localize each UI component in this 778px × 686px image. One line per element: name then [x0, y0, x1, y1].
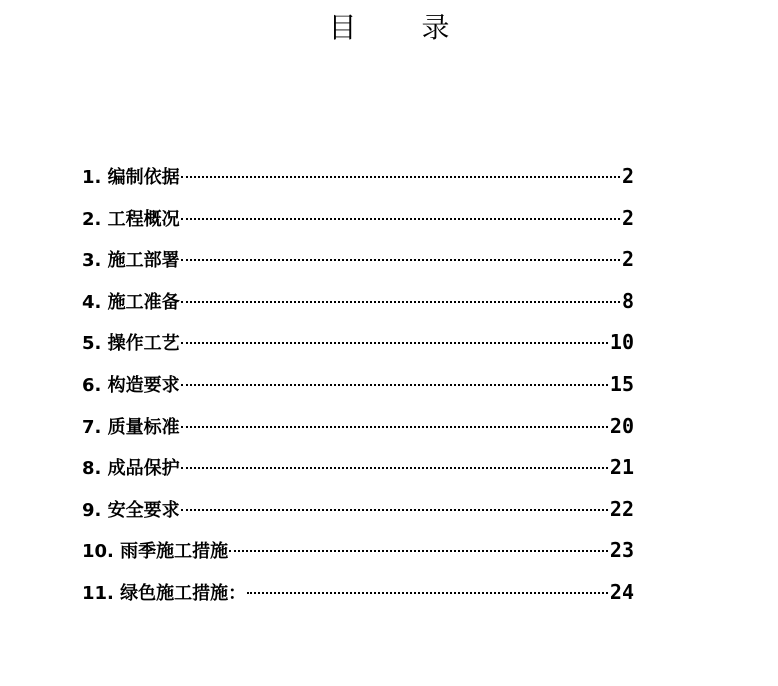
toc-item[interactable] — [82, 534, 634, 576]
toc-item[interactable] — [82, 368, 634, 410]
dot-leader — [181, 218, 620, 220]
toc-item[interactable] — [82, 576, 634, 618]
toc-item[interactable] — [82, 202, 634, 244]
toc-item-page: 20 — [609, 413, 634, 438]
toc-item[interactable] — [82, 493, 634, 535]
dot-leader — [181, 301, 620, 303]
dot-leader — [181, 509, 608, 511]
dot-leader — [181, 467, 608, 469]
dot-leader — [181, 259, 620, 261]
toc-item-page: 15 — [609, 371, 634, 396]
dot-leader — [181, 342, 608, 344]
toc-item[interactable] — [82, 451, 634, 493]
toc-item-page: 8 — [621, 288, 634, 313]
page-title: 目 录 — [328, 11, 478, 44]
toc-item-page: 10 — [609, 330, 634, 355]
toc-item-page: 23 — [609, 538, 634, 563]
dot-leader — [229, 550, 608, 552]
toc-item-page: 21 — [609, 455, 634, 480]
toc-item-label: 5. 操作工艺 — [82, 333, 180, 355]
toc-item-page: 2 — [621, 205, 634, 230]
toc-item[interactable] — [82, 285, 634, 327]
toc-item-label: 9. 安全要求 — [82, 499, 180, 521]
toc-item-label: 4. 施工准备 — [82, 291, 180, 313]
toc-item-label: 8. 成品保护 — [82, 458, 180, 480]
toc-item-label: 2. 工程概况 — [82, 208, 180, 230]
dot-leader — [247, 592, 608, 594]
toc-item-page: 2 — [621, 247, 634, 272]
toc-item-page: 2 — [621, 164, 634, 188]
toc-item-page: 24 — [609, 579, 634, 604]
dot-leader — [181, 176, 620, 178]
toc-item-page: 22 — [609, 496, 634, 521]
toc-list — [82, 160, 634, 618]
toc-item[interactable] — [82, 243, 634, 285]
toc-item-label: 1. 编制依据 — [82, 167, 180, 188]
toc-item[interactable] — [82, 326, 634, 368]
toc-item-label: 6. 构造要求 — [82, 374, 180, 396]
toc-item-label: 3. 施工部署 — [82, 250, 180, 272]
toc-item[interactable] — [82, 160, 634, 202]
toc-item-label: 7. 质量标准 — [82, 416, 180, 438]
dot-leader — [181, 426, 608, 428]
dot-leader — [181, 384, 608, 386]
toc-item-label: 11. 绿色施工措施： — [82, 582, 247, 604]
toc-item[interactable] — [82, 410, 634, 452]
toc-item-label: 10. 雨季施工措施 — [82, 541, 229, 563]
